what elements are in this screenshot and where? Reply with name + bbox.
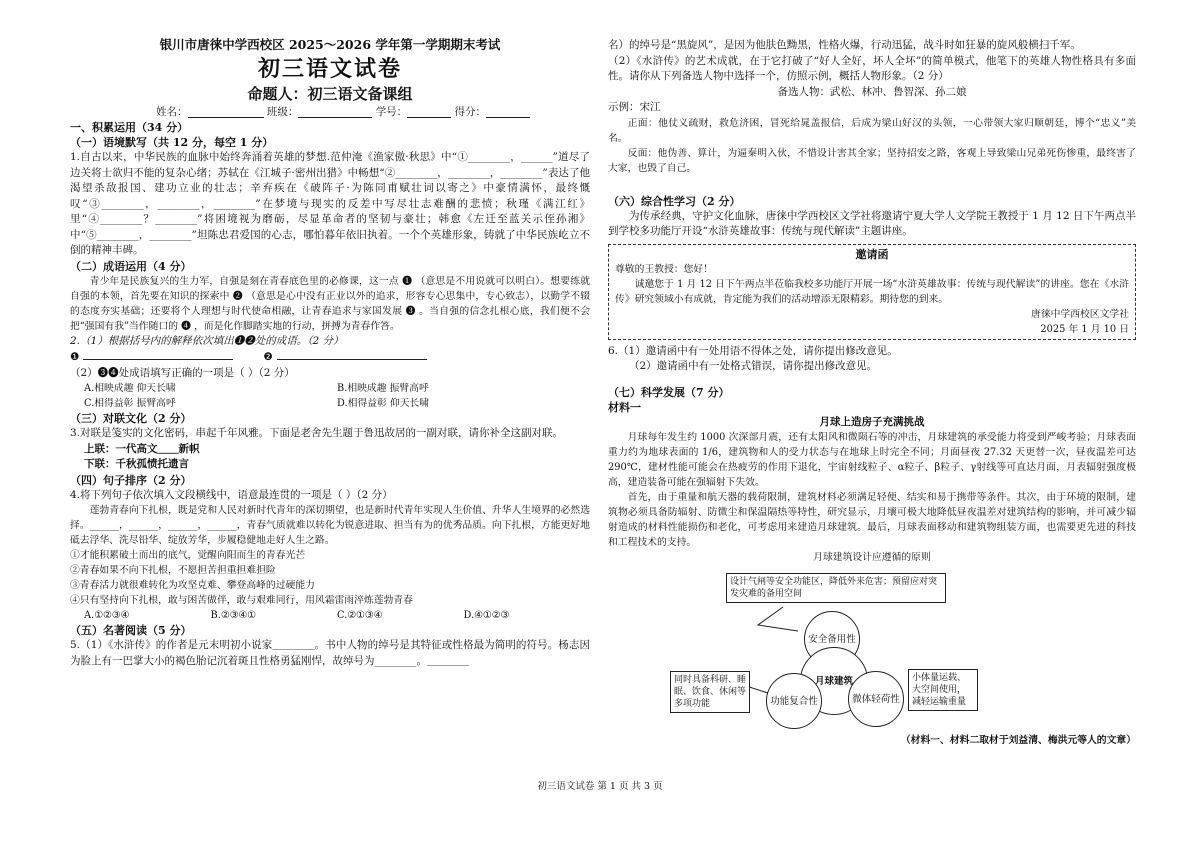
question-3: 3.对联是笺实的文化密码，串起千年风雅。下面是老舍先生题于鲁迅故居的一副对联，请你补全这副对联。 <box>70 427 564 439</box>
name-field[interactable] <box>188 106 264 118</box>
subsection-5-heading: （五）名著阅读（5 分） <box>70 624 192 637</box>
question-5-continued: 名）的绰号是“黑旋风”，是因为他肤色黝黑，性格火爆，行动迅猛，战斗时如狂暴的旋风般横扫千军。 <box>608 39 1081 51</box>
question-6-1: 6.（1）邀请函中有一处用语不得体之处，请你提出修改意见。 <box>608 344 898 357</box>
question-1: 1.自古以来，中华民族的血脉中始终奔涌着英雄的梦想.范仲淹《渔家傲·秋思》中“①________，______”道尽了边关将士欲归不能的复杂心绪；苏轼在《江城子·密州出猎》中畅想“②________，________，________”表达了他渴望杀敌报国、建功立业的壮志；辛弃疾在《破阵子·为陈同甫赋壮词以寄之》中豪情满怀，最终慨叹“③________，________，________”在梦境与现实的反差中写尽壮志难酬的悲愤；秋瑾《满江红》里“④________？________”将困境视为磨砺，尽显革命者的坚韧与豪壮；韩愈《左迁至蓝关示侄孙湘》中“⑤________，________”坦陈忠君爱国的心志，哪怕暮年依旧执着。一个个英雄形象，铸就了中华民族屹立不倒的精神丰碑。 <box>70 151 590 256</box>
blank-2-marker: ❷ <box>263 351 273 363</box>
class-label: 班级： <box>266 106 299 118</box>
blank-1-marker: ❶ <box>70 351 80 363</box>
option-b[interactable]: B.相映成趣 振臂高呼 <box>337 383 429 394</box>
function-circle: 功能复合性 <box>766 673 822 729</box>
author-line: 命题人：初三语文备课组 <box>247 85 413 103</box>
option-d[interactable]: D.④①②③ <box>463 610 510 621</box>
sentence-item-4: ④只有坚持向下扎根，敢与困苦做伴，敢与艰难同行，用风霜雷雨淬炼莲勃青春 <box>70 595 413 606</box>
safety-description-box: 设计气闸等安全功能区，降低外来危害；预留应对突发灾难的备用空间 <box>726 573 946 603</box>
option-a[interactable]: A.相映成趣 仰天长啸 <box>84 383 176 394</box>
example-positive: 正面：他仗义疏财，救危济困，冒死给晁盖报信，后成为梁山好汉的头领，一心带领大家归顺朝廷，博个“忠义”美名。 <box>608 117 1136 144</box>
option-c[interactable]: C.相得益彰 振臂高呼 <box>84 398 176 409</box>
invitation-body: 诚邀您于 1 月 12 日下午两点半莅临我校多功能厅开展一场“水浒英雄故事：传统与现代解读”的讲座。您在《水浒传》研究领域小有成就，肯定能为我们的活动增添无限精彩。期待您的到来。 <box>615 278 1129 305</box>
principles-diagram <box>608 565 1136 745</box>
option-d[interactable]: D.相得益彰 仰天长啸 <box>337 398 430 409</box>
lightweight-description-box: 小体量运载、大空间使用，减轻运输重量 <box>908 669 978 711</box>
blank-2-line[interactable] <box>277 349 427 360</box>
subsection-2-heading: （二）成语运用（4 分） <box>70 259 192 273</box>
article-paragraph-1: 月球每年发生约 1000 次深部月震，还有太阳风和微陨石等的冲击，月球建筑的承受能力将受到严峻考验；月球表面重力约为地球表面的 1/6，建筑物和人的受力状态与在地球上时完全不同；月面昼夜 27.32 天更替一次，昼夜温差可达 290℃，建材性能可能会在热疲劳的作用下退化，宇宙射线粒子、α粒子、β粒子、γ射线等可直达月面，月表辐射强度极高，建造装备可能在强辐射下失效。 <box>608 432 1136 488</box>
sentence-item-1: ①才能积累破土而出的底气，觉醒向阳而生的青春光芒 <box>70 550 306 561</box>
invitation-title: 邀请函 <box>855 247 889 261</box>
blank-1-line[interactable] <box>83 349 233 360</box>
question-2-1: 2.（1）根据括号内的解释依次填出❶❷处的成语。（2 分） <box>70 334 344 347</box>
subsection-3-heading: （三）对联文化（2 分） <box>70 412 192 425</box>
question-2-options <box>70 381 590 411</box>
lightweight-circle: 微体轻荷性 <box>848 671 904 727</box>
spacer <box>608 375 1136 385</box>
example-negative: 反面：他伪善、算计，为逼秦明入伙，不惜设计害其全家；坚持招安之路，客观上导致梁山兄弟死伤惨重，最终害了大家，也毁了自己。 <box>608 147 1136 174</box>
exam-title: 初三语文试卷 <box>257 56 402 82</box>
center-circle: 月球建筑 <box>800 647 868 715</box>
spacer <box>608 176 1136 194</box>
option-a[interactable]: A.①②③④ <box>84 610 130 621</box>
sentence-item-2: ②青春如果不向下扎根，不愿担苦担重担难担险 <box>70 565 276 576</box>
invitation-greeting: 尊敬的王教授：您好！ <box>615 263 713 275</box>
class-field[interactable] <box>298 106 372 118</box>
example-label: 示例：宋江 <box>608 101 661 113</box>
sentence-item-3: ③青春活力就很难转化为攻坚克难、攀登高峰的过硬能力 <box>70 580 315 591</box>
subsection-1-heading: （一）语境默写（共 12 分，每空 1 分） <box>70 136 274 149</box>
invitation-letter <box>608 244 1136 340</box>
page-footer: 初三语文试卷 第 1 页 共 3 页 <box>537 781 663 792</box>
material-1-label: 材料一 <box>608 400 641 414</box>
name-label: 姓名： <box>156 106 188 118</box>
subsection-4-heading: （四）句子排序（2 分） <box>70 473 192 487</box>
invitation-signature: 唐徕中学西校区文学社 <box>1031 308 1129 320</box>
article-title: 月球上造房子充满挑战 <box>819 415 925 428</box>
couplet-up: 上联：一代高文＿＿新帜 <box>84 442 200 455</box>
diagram-title: 月球建筑设计应遵循的原则 <box>813 552 931 563</box>
candidate-list: 备选人物：武松、林冲、鲁智深、孙二娘 <box>777 85 967 98</box>
student-info <box>70 104 590 120</box>
source-note: （材料一、材料二取材于刘益清、梅洪元等人的文章） <box>900 735 1136 746</box>
sentence-passage: 莲勃青春向下扎根，既是党和人民对新时代青年的深切期望，也是新时代青年实现人生价值、升华人生境界的必然选择。______，______，______，______，青春气质就难以转化为锐意进取、担当有为的优秀品质。向下扎根，方能更好地砥去浮华、洗尽铅华、绽放芳华，步履稳健地走好人生之路。 <box>70 505 590 546</box>
score-field[interactable] <box>486 106 530 118</box>
question-5-2: （2）《水浒传》的艺术成就，在于它打破了“好人全好，坏人全坏”的简单模式，他笔下的英雄人物性格具有多面性。请你从下列备选人物中选择一个，仿照示例，概括人物形象。（2 分） <box>608 54 1136 82</box>
question-4-options <box>70 608 590 623</box>
id-field[interactable] <box>407 106 451 118</box>
invitation-date: 2025 年 1 月 10 日 <box>1040 323 1129 335</box>
id-label: 学号： <box>375 106 408 118</box>
section-1-heading: 一、积累运用（34 分） <box>70 121 189 134</box>
couplet-down: 下联：千秋孤愤托遗言 <box>84 458 189 470</box>
question-2-blanks <box>70 349 590 366</box>
section-6-heading: （六）综合性学习（2 分） <box>608 194 741 208</box>
article-paragraph-2: 首先，由于重量和航天器的载荷限制，建筑材料必须满足轻便、结实和易于携带等条件。其次，由于环境的限制，建筑物必须具备防辐射、防微尘和保温隔热等特性，研究显示，月壤可极大地降低昼夜温差对建筑结构的影响，并可减少辐射造成的材料性能损伤和老化，可考虑用来建造月球建筑。最后，月球表面移动和建筑物组装方面，也需要更先进的科技和工程技术的支持。 <box>608 492 1136 548</box>
left-column <box>70 36 590 669</box>
question-2-2: （2）❸❹处成语填写正确的一项是（ ）（2 分） <box>70 366 295 379</box>
question-4: 4.将下列句子依次填入文段横线中，语意最连贯的一项是（ ）（2 分） <box>70 488 393 501</box>
question-6-2: （2）邀请函中有一处格式错误，请你提出修改意见。 <box>629 360 878 372</box>
idiom-passage: 青少年是民族复兴的生力军，自强是刻在青春底色里的必修课，这一点 ❶ （意思是不用说就可以明白）。想要练就自强的本领，首先要在知识的探索中 ❷ （意思是心中没有正业以外的追求，形容专心思集中，专心致志），以勤学不辍的态度夯实基础；还要将个人理想与时代使命相融，让青春追求与家国发展 ❸ 。当自强的信念扎根心底，我们便不会把“强国有我”当作随口的 ❹ ，而是化作脚踏实地的行动，拼搏为青春作答。 <box>70 275 590 332</box>
score-label: 得分： <box>454 106 487 118</box>
option-c[interactable]: C.②①③④ <box>337 610 383 621</box>
safety-circle: 安全备用性 <box>804 611 860 667</box>
question-5-1: 5.（1）《水浒传》的作者是元末明初小说家＿＿＿＿。书中人物的绰号是其特征或性格最为简明的符号。杨志因为脸上有一巴掌大小的褐色胎记沉着斑且性格勇猛刚悍，故绰号为________。＿＿＿＿ <box>70 639 590 667</box>
right-column <box>608 38 1136 748</box>
option-b[interactable]: B.②③④① <box>210 610 256 621</box>
school-line: 银川市唐徕中学西校区 2025～2026 学年第一学期期末考试 <box>159 37 501 52</box>
section-6-passage: 为传承经典，守护文化血脉，唐徕中学西校区文学社将邀请宁夏大学人文学院王教授于 1 月 12 日下午两点半到学校多功能厅开设“水浒英雄故事：传统与现代解读”主题讲座。 <box>608 209 1136 237</box>
section-7-heading: （七）科学发展（7 分） <box>608 385 730 399</box>
function-description-box: 同时具备科研、睡眠、饮食、休闲等多项功能 <box>670 671 750 713</box>
